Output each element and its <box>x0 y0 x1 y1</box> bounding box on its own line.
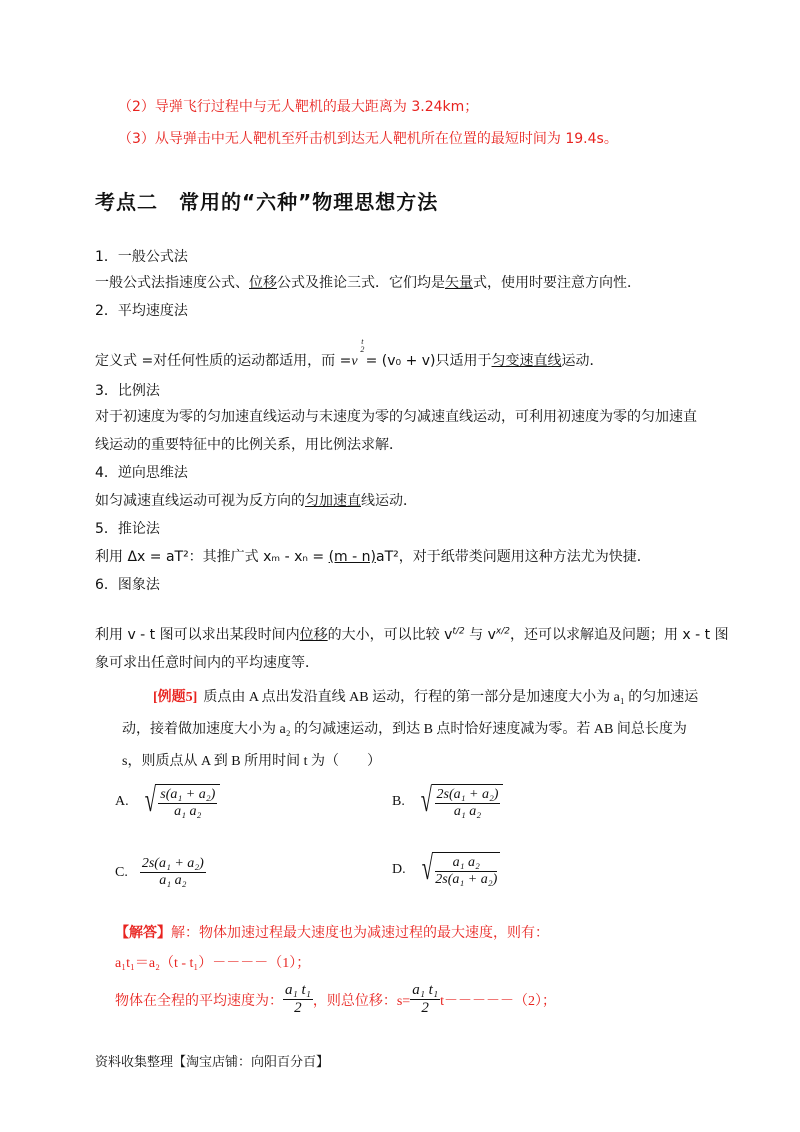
radicand <box>155 784 220 820</box>
method-6-heading: 6．图象法 <box>95 577 160 593</box>
sqrt-expression <box>417 784 504 820</box>
method-2-text <box>95 337 604 370</box>
text: 与 v <box>464 627 496 643</box>
method-3-heading: 3．比例法 <box>95 383 160 399</box>
option-label: C. <box>115 864 128 880</box>
solution-line-2: a₁t₁＝a₂（t - t₁）－－－－（1）； <box>115 956 311 971</box>
section-title: 考点二 常用的“六种”物理思想方法 <box>95 190 439 214</box>
radicand <box>432 852 500 888</box>
fraction <box>283 982 313 1017</box>
method-1-heading: 1．一般公式法 <box>95 249 188 265</box>
fraction <box>158 787 217 820</box>
option-label: B. <box>392 794 405 809</box>
text: ，还可以求解追及问题；用 x - t 图 <box>509 627 729 643</box>
text: 的大小，可以比较 v <box>327 627 453 643</box>
text: 物体在全程的平均速度为： <box>115 993 283 1009</box>
superscript: x/2 <box>495 626 510 637</box>
radical-sign: √ <box>420 782 432 819</box>
v-letter: v <box>351 354 358 369</box>
denominator: 2 <box>421 1000 429 1016</box>
answer-item-3: （3）从导弹击中无人靶机至歼击机到达无人靶机所在位置的最短时间为 19.4s。 <box>118 131 618 147</box>
text: 公式及推论三式．它们均是 <box>277 275 445 291</box>
method-4-text <box>95 490 417 510</box>
text: aT²，对于纸带类问题用这种方法尤为快捷． <box>375 549 651 565</box>
underlined-term: (m - n) <box>328 549 376 565</box>
text: ，则总位移：s= <box>312 993 411 1009</box>
sup-num: t <box>361 337 364 346</box>
method-5-text <box>95 546 651 566</box>
method-2-heading: 2．平均速度法 <box>95 303 188 319</box>
denominator: a₁ a₂ <box>174 804 202 819</box>
solution-tag: 【解答】 <box>115 926 171 941</box>
method-3-line-1: 对于初速度为零的匀加速直线运动与末速度为零的匀减速直线运动，可利用初速度为零的匀加速直 <box>95 409 697 425</box>
example-line-1 <box>153 686 698 706</box>
sqrt-expression <box>141 784 221 820</box>
text: 解：物体加速过程最大速度也为减速过程的最大速度，则有： <box>171 926 549 941</box>
fraction <box>140 856 206 889</box>
text: 运动． <box>561 353 604 369</box>
symbol-v <box>351 337 365 369</box>
option-c[interactable] <box>115 856 206 889</box>
text: 利用 v - t 图可以求出某段时间内 <box>95 627 300 643</box>
option-a[interactable] <box>115 784 220 820</box>
text: t－－－－－（2）； <box>440 993 556 1009</box>
underlined-term: 匀加速直 <box>305 493 361 509</box>
superscript: t/2 <box>452 626 465 637</box>
text: 一般公式法指速度公式、 <box>95 275 249 291</box>
solution-line-1 <box>115 922 549 942</box>
text: 如匀减速直线运动可视为反方向的 <box>95 493 305 509</box>
numerator: s(a₁ + a₂) <box>160 787 216 802</box>
text: 质点由 A 点出发沿直线 AB 运动，行程的第一部分是加速度大小为 a₁ 的匀加速运 <box>203 690 699 705</box>
method-6-line-1 <box>95 624 729 644</box>
numerator: a₁ t₁ <box>412 982 439 998</box>
option-label: D. <box>392 862 406 877</box>
numerator: 2s(a₁ + a₂) <box>141 856 204 871</box>
denominator: 2s(a₁ + a₂) <box>435 872 498 887</box>
underlined-term: 位移 <box>299 627 328 643</box>
text: 定义式 =对任何性质的运动都适用，而 = <box>95 353 352 369</box>
radical-sign: √ <box>144 782 156 819</box>
answer-item-2: （2）导弹飞行过程中与无人靶机的最大距离为 3.24km； <box>118 99 479 115</box>
solution-line-3 <box>115 982 556 1017</box>
radical-sign: √ <box>421 850 433 887</box>
example-tag: [例题5] <box>153 690 198 705</box>
text: = (v₀ + v)只适用于 <box>365 353 492 369</box>
method-5-heading: 5．推论法 <box>95 521 160 537</box>
fraction <box>435 787 501 820</box>
underlined-term: 矢量 <box>445 275 473 291</box>
method-1-text <box>95 272 641 292</box>
text: 线运动． <box>361 493 417 509</box>
superscript-frac <box>360 338 364 354</box>
option-d[interactable] <box>392 852 500 888</box>
method-3-line-2: 线运动的重要特征中的比例关系，用比例法求解． <box>95 437 403 453</box>
numerator: a₁ a₂ <box>435 855 497 872</box>
text: 利用 Δx = aT²：其推广式 xₘ - xₙ = <box>95 549 329 565</box>
numerator: a₁ t₁ <box>285 982 311 998</box>
fraction <box>435 855 497 888</box>
numerator: 2s(a₁ + a₂) <box>436 787 499 802</box>
radicand <box>432 784 504 820</box>
option-label: A. <box>115 794 129 809</box>
sqrt-expression <box>418 852 501 888</box>
underlined-term: 位移 <box>249 275 277 291</box>
method-4-heading: 4．逆向思维法 <box>95 465 188 481</box>
denominator: a₁ a₂ <box>159 873 187 888</box>
denominator: 2 <box>294 1000 302 1016</box>
underlined-term: 匀变速直线 <box>491 353 562 369</box>
text: 式，使用时要注意方向性． <box>473 275 641 291</box>
footer-note: 资料收集整理【淘宝店铺：向阳百分百】 <box>95 1055 330 1070</box>
fraction <box>410 982 440 1017</box>
example-line-2: 动，接着做加速度大小为 a₂ 的匀减速运动，到达 B 点时恰好速度减为零。若 AB 间总长度为 <box>122 722 687 737</box>
example-line-3: s，则质点从 A 到 B 所用时间 t 为（ ） <box>122 754 382 769</box>
method-6-line-2: 象可求出任意时间内的平均速度等． <box>95 655 319 671</box>
denominator: a₁ a₂ <box>453 804 482 819</box>
sup-den: 2 <box>360 345 365 354</box>
option-b[interactable] <box>392 784 503 820</box>
